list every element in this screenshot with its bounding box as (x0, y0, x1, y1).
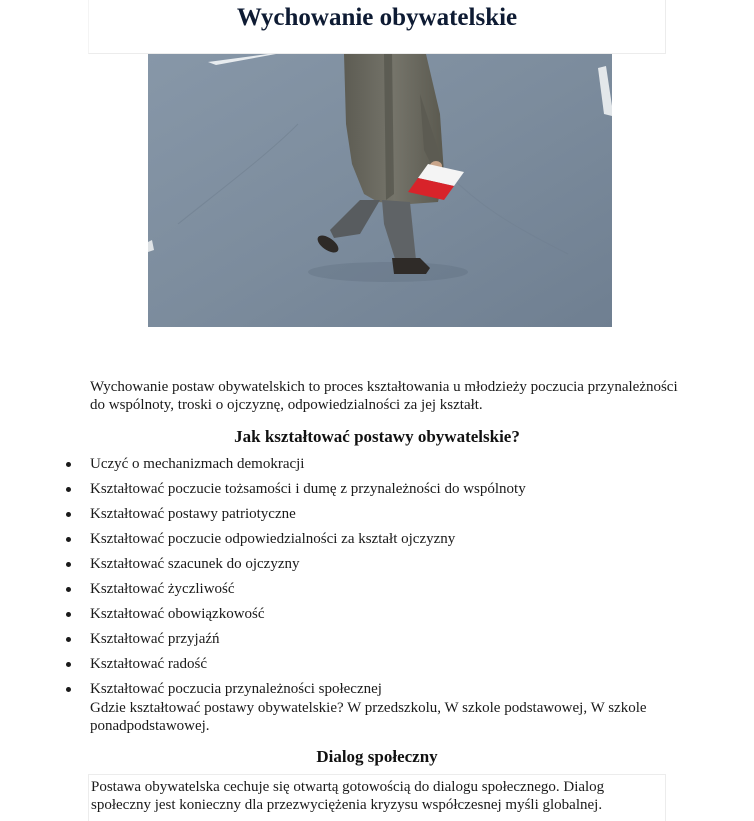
dialog-paragraph: Postawa obywatelska cechuje się otwartą gotowością do dialogu społecznego. Dialog społeczny jest konieczny dla przezwyciężenia kryzysu współczesnej myśli globalnej. (91, 779, 605, 813)
bullet-icon (66, 537, 71, 542)
list-item (0, 529, 754, 554)
dialog-box (88, 774, 666, 821)
list-item-text: Uczyć o mechanizmach demokracji (90, 456, 305, 472)
list-item (0, 629, 754, 654)
title-box (88, 0, 666, 54)
list-item-text: Kształtować poczucie odpowiedzialności za kształt ojczyzny (90, 531, 456, 547)
where-paragraph: Gdzie kształtować postawy obywatelskie? W przedszkolu, W szkole podstawowej, W szkole ponadpodstawowej. (90, 700, 647, 734)
list-item (0, 454, 754, 479)
how-list (0, 454, 754, 704)
bullet-icon (66, 637, 71, 642)
list-item (0, 654, 754, 679)
list-item-text: Kształtować życzliwość (90, 581, 235, 597)
bullet-icon (66, 512, 71, 517)
bullet-icon (66, 662, 71, 667)
bullet-icon (66, 562, 71, 567)
list-item-text: Kształtować szacunek do ojczyzny (90, 556, 300, 572)
list-item-text: Kształtować przyjaźń (90, 631, 220, 647)
list-item-text: Kształtować obowiązkowość (90, 606, 265, 622)
section-heading-dialog: Dialog społeczny (316, 747, 438, 766)
bullet-icon (66, 487, 71, 492)
list-item-text: Kształtować poczucia przynależności społecznej (90, 681, 382, 697)
list-item-text: Kształtować poczucie tożsamości i dumę z przynależności do wspólnoty (90, 481, 526, 497)
list-item-text: Kształtować radość (90, 656, 208, 672)
list-item (0, 604, 754, 629)
list-item (0, 479, 754, 504)
page-title: Wychowanie obywatelskie (236, 4, 518, 31)
person-walking-with-flag-photo (148, 54, 612, 327)
list-item (0, 504, 754, 529)
bullet-icon (66, 587, 71, 592)
bullet-icon (66, 687, 71, 692)
list-item (0, 579, 754, 604)
person-shadow (308, 262, 468, 282)
bullet-icon (66, 462, 71, 467)
list-item (0, 554, 754, 579)
bullet-icon (66, 612, 71, 617)
section-heading-how: Jak kształtować postawy obywatelskie? (234, 427, 520, 446)
list-item-text: Kształtować postawy patriotyczne (90, 506, 296, 522)
intro-paragraph: Wychowanie postaw obywatelskich to proces kształtowania u młodzieży poczucia przynależności do wspólnoty, troski o ojczyznę, odpowiedzialności za jej kształt. (90, 379, 678, 413)
